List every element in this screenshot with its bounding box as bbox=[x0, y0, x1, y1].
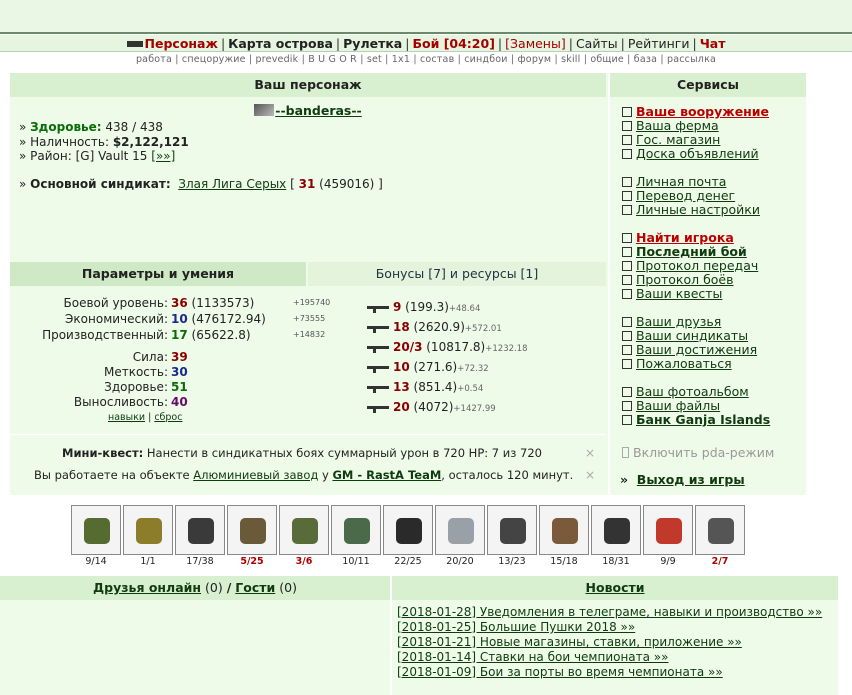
cash-value: $2,122,121 bbox=[112, 134, 189, 149]
weapon-icon bbox=[367, 363, 389, 372]
weapon-row bbox=[367, 377, 597, 397]
equipment-image[interactable] bbox=[175, 505, 225, 555]
nav-item[interactable]: Персонаж bbox=[144, 36, 218, 51]
work-status bbox=[10, 464, 606, 486]
subnav-item[interactable]: общие bbox=[590, 54, 624, 65]
services-list bbox=[622, 105, 806, 427]
subnav-separator: | bbox=[623, 54, 634, 65]
nav-item[interactable]: Карта острова bbox=[228, 36, 333, 51]
skill-row bbox=[10, 380, 340, 395]
subnav-item[interactable]: skill bbox=[561, 54, 581, 65]
nav-separator: | bbox=[692, 36, 697, 51]
skill-label: Сила: bbox=[132, 350, 168, 364]
equipment-slot[interactable] bbox=[227, 505, 277, 569]
service-label[interactable]: Пожаловаться bbox=[636, 356, 732, 371]
equipment-slot[interactable] bbox=[71, 505, 121, 569]
subnav-item[interactable]: база bbox=[633, 54, 658, 65]
equipment-durability: 1/1 bbox=[140, 556, 156, 567]
work-suffix: , осталось 120 минут. bbox=[441, 468, 574, 482]
skill-label: Здоровье: bbox=[104, 380, 168, 394]
equipment-image[interactable] bbox=[279, 505, 329, 555]
news-item[interactable]: [2018-01-14] Ставки на бои чемпионата »» bbox=[397, 650, 669, 664]
weapon-exp: (199.3) bbox=[401, 300, 449, 314]
skill-label: Меткость: bbox=[103, 365, 168, 379]
exit-arrow: » bbox=[620, 472, 629, 487]
service-label[interactable]: Ваши файлы bbox=[636, 398, 721, 413]
friends-sep: / bbox=[226, 580, 232, 595]
quest-icon bbox=[622, 289, 632, 299]
equipment-durability: 18/31 bbox=[602, 556, 630, 567]
subnav-item[interactable]: работа bbox=[135, 54, 173, 65]
work-mid: у bbox=[321, 468, 329, 482]
service-item[interactable] bbox=[622, 343, 806, 357]
pda-toggle[interactable] bbox=[622, 445, 806, 460]
shop-icon bbox=[622, 135, 632, 145]
param-row bbox=[10, 311, 340, 327]
equipment-durability: 9/14 bbox=[85, 556, 107, 567]
battle-log-icon bbox=[622, 275, 632, 285]
param-level: 36 bbox=[171, 296, 188, 310]
mask-icon bbox=[604, 518, 630, 544]
param-value bbox=[171, 327, 251, 343]
character-panel bbox=[10, 73, 606, 495]
transfer-log-icon bbox=[622, 261, 632, 271]
services-gap bbox=[622, 301, 806, 315]
character-stats: » Здоровье: 438 / 438 » Наличность: $2,122,121 » Район: [G] Vault 15 [»»] » Основной синдикат: Злая Лига Серых [ 31 (459016) ] bbox=[19, 120, 383, 191]
skill-links-sep: | bbox=[148, 412, 152, 423]
service-item[interactable] bbox=[622, 105, 806, 119]
equipment-image[interactable] bbox=[539, 505, 589, 555]
subnav-separator: | bbox=[298, 54, 309, 65]
bank-icon bbox=[622, 415, 632, 425]
subnav-item[interactable]: форум bbox=[517, 54, 552, 65]
param-level: 10 bbox=[171, 312, 188, 326]
friends-list bbox=[0, 600, 390, 695]
service-item[interactable] bbox=[622, 315, 806, 329]
weapon-exp: (851.4) bbox=[409, 380, 458, 394]
service-label[interactable]: Ваши друзья bbox=[636, 314, 722, 329]
friends-count: (0) bbox=[205, 580, 223, 595]
equipment-slot[interactable] bbox=[487, 505, 537, 569]
subnav-separator: | bbox=[551, 54, 562, 65]
news-header[interactable] bbox=[392, 576, 838, 600]
main-nav bbox=[0, 35, 852, 52]
equipment-image[interactable] bbox=[227, 505, 277, 555]
boots-icon bbox=[396, 518, 422, 544]
equipment-image[interactable] bbox=[643, 505, 693, 555]
skill-links bbox=[108, 412, 182, 423]
services-gap bbox=[622, 371, 806, 385]
equipment-image[interactable] bbox=[123, 505, 173, 555]
equipment-image[interactable] bbox=[591, 505, 641, 555]
equipment-durability: 5/25 bbox=[240, 556, 264, 567]
subnav-item[interactable]: 1x1 bbox=[391, 54, 411, 65]
weapon-exp: (10817.8) bbox=[422, 340, 486, 354]
syndicate-icon bbox=[622, 331, 632, 341]
service-label[interactable]: Ваши квесты bbox=[636, 286, 723, 301]
equipment-image[interactable] bbox=[695, 505, 745, 555]
subnav-separator: | bbox=[356, 54, 367, 65]
divider bbox=[10, 434, 606, 435]
watch-icon bbox=[552, 518, 578, 544]
equipment-slot[interactable] bbox=[279, 505, 329, 569]
knife-icon bbox=[708, 518, 734, 544]
service-label[interactable]: Протокол боёв bbox=[636, 272, 734, 287]
weapon-exp: (4072) bbox=[409, 400, 454, 414]
equipment-slot[interactable] bbox=[591, 505, 641, 569]
weapon-icon bbox=[367, 303, 389, 312]
weapon-icon bbox=[367, 383, 389, 392]
news-list bbox=[392, 600, 838, 695]
weapon-icon bbox=[367, 323, 389, 332]
service-label[interactable]: Найти игрока bbox=[636, 230, 734, 245]
param-exp: (476172.94) bbox=[187, 312, 266, 326]
param-label: Экономический: bbox=[65, 312, 168, 326]
quest-panel bbox=[10, 442, 606, 486]
vest-icon bbox=[292, 518, 318, 544]
weapon-skills bbox=[367, 297, 597, 417]
param-label: Боевой уровень: bbox=[63, 296, 168, 310]
tabs bbox=[10, 262, 606, 286]
mini-quest-text: Нанести в синдикатных боях суммарный урон в 720 HP: 7 из 720 bbox=[146, 446, 542, 460]
subnav-separator: | bbox=[657, 54, 667, 65]
equipment-slot[interactable] bbox=[643, 505, 693, 569]
skill-row bbox=[10, 350, 340, 365]
friends-online-link[interactable]: Друзья онлайн bbox=[93, 580, 202, 595]
service-item[interactable] bbox=[622, 329, 806, 343]
skills-link[interactable]: навыки bbox=[108, 412, 146, 423]
param-exp: (1133573) bbox=[187, 296, 255, 310]
subnav-item[interactable]: set bbox=[366, 54, 382, 65]
character-name[interactable]: --banderas-- bbox=[10, 103, 606, 118]
weapon-row bbox=[367, 317, 597, 337]
avatar-icon bbox=[254, 104, 274, 116]
nav-separator: | bbox=[620, 36, 625, 51]
achievement-icon bbox=[622, 345, 632, 355]
health-label: Здоровье: bbox=[30, 120, 102, 134]
weapon-row bbox=[367, 337, 597, 357]
param-exp: (65622.8) bbox=[187, 328, 251, 342]
subnav-separator: | bbox=[454, 54, 465, 65]
laptop-icon bbox=[500, 518, 526, 544]
files-icon bbox=[622, 401, 632, 411]
pistol-icon bbox=[622, 107, 632, 117]
weapon-icon bbox=[367, 343, 389, 352]
service-label[interactable]: Ваша ферма bbox=[636, 118, 719, 133]
service-item[interactable] bbox=[622, 133, 806, 147]
service-label[interactable]: Ваши синдикаты bbox=[636, 328, 749, 343]
subnav-item[interactable]: состав bbox=[419, 54, 455, 65]
param-value bbox=[171, 295, 254, 311]
weapon-icon bbox=[367, 403, 389, 412]
service-item[interactable] bbox=[622, 273, 806, 287]
battle-icon bbox=[622, 247, 632, 257]
cash-label: Наличность: bbox=[30, 134, 109, 149]
equipment-durability: 10/11 bbox=[342, 556, 370, 567]
weapon-level: 13 bbox=[393, 380, 410, 394]
services-gap bbox=[622, 217, 806, 231]
subnav-item[interactable]: рассылка bbox=[667, 54, 717, 65]
param-increment: +14832 bbox=[293, 330, 326, 339]
equipment-slot[interactable] bbox=[331, 505, 381, 569]
equipment-image[interactable] bbox=[331, 505, 381, 555]
equipment-bar bbox=[71, 505, 771, 569]
param-label: Производственный: bbox=[42, 328, 168, 342]
rocket-launcher-icon bbox=[84, 518, 110, 544]
service-label[interactable]: Перевод денег bbox=[636, 188, 736, 203]
equipment-durability: 3/6 bbox=[295, 556, 313, 567]
skill-value: 30 bbox=[171, 365, 188, 379]
weapon-row bbox=[367, 357, 597, 377]
equipment-durability: 9/9 bbox=[660, 556, 676, 567]
param-row bbox=[10, 327, 340, 343]
camo-suit-icon bbox=[344, 518, 370, 544]
skill-row bbox=[10, 365, 340, 380]
main-panel bbox=[10, 73, 806, 495]
services-header: Сервисы bbox=[610, 73, 806, 97]
subnav-separator: | bbox=[507, 54, 518, 65]
district-label: Район: bbox=[30, 149, 72, 163]
weapon-level: 18 bbox=[393, 320, 410, 334]
equipment-durability: 2/7 bbox=[711, 556, 729, 567]
district-value: [G] Vault 15 bbox=[75, 149, 148, 163]
work-place-link[interactable]: Алюминиевый завод bbox=[193, 468, 319, 482]
star-medal-icon bbox=[656, 518, 682, 544]
weapon-level: 9 bbox=[393, 300, 402, 314]
syndicate-link[interactable]: Злая Лига Серых bbox=[178, 176, 287, 191]
param-level: 17 bbox=[171, 328, 188, 342]
complaint-icon bbox=[622, 359, 632, 369]
news-item[interactable]: [2018-01-09] Бои за порты во время чемпионата »» bbox=[397, 665, 723, 679]
scope-icon bbox=[188, 518, 214, 544]
tab-params[interactable]: Параметры и умения bbox=[10, 262, 306, 286]
skill-row bbox=[10, 395, 340, 410]
service-item[interactable] bbox=[622, 287, 806, 301]
phone-icon bbox=[622, 447, 629, 458]
service-label[interactable]: Доска объявлений bbox=[636, 146, 759, 161]
pda-label: Включить pda-режим bbox=[633, 445, 775, 460]
search-icon bbox=[622, 233, 632, 243]
friends-header bbox=[0, 576, 390, 600]
equipment-durability: 20/20 bbox=[446, 556, 474, 567]
settings-icon bbox=[622, 205, 632, 215]
param-value bbox=[171, 311, 266, 327]
guests-count: (0) bbox=[279, 580, 297, 595]
service-item[interactable] bbox=[622, 413, 806, 427]
health-value: 438 / 438 bbox=[105, 120, 163, 134]
subnav-separator: | bbox=[410, 54, 420, 65]
subnav-item[interactable]: синдбои bbox=[464, 54, 508, 65]
work-prefix: Вы работаете на объекте bbox=[34, 468, 190, 482]
subnav-item[interactable]: prevedik bbox=[255, 54, 299, 65]
exit-label[interactable]: Выход из игры bbox=[636, 472, 745, 487]
gun-icon bbox=[127, 41, 143, 47]
weapon-increment: +0.54 bbox=[457, 384, 484, 394]
top-banner bbox=[0, 0, 852, 34]
subnav-separator: | bbox=[172, 54, 182, 65]
weapon-increment: +48.64 bbox=[448, 304, 481, 314]
mini-quest-label: Мини-квест: bbox=[62, 446, 144, 460]
nav-item[interactable]: Рулетка bbox=[343, 36, 403, 51]
syndicate-label: Основной синдикат: bbox=[30, 176, 171, 191]
weapon-increment: +572.01 bbox=[464, 324, 502, 334]
service-label[interactable]: Ваш фотоальбом bbox=[636, 384, 749, 399]
subnav-item[interactable]: спецоружие bbox=[181, 54, 246, 65]
weapon-increment: +1232.18 bbox=[485, 344, 528, 354]
param-increment: +195740 bbox=[293, 298, 331, 307]
mail-icon bbox=[622, 177, 632, 187]
param-row bbox=[10, 295, 340, 311]
nav-separator: | bbox=[497, 36, 503, 51]
sub-nav bbox=[0, 53, 852, 67]
weapon-row bbox=[367, 297, 597, 317]
service-item[interactable] bbox=[622, 147, 806, 161]
service-label[interactable]: Ваши достижения bbox=[636, 342, 758, 357]
service-item[interactable] bbox=[622, 119, 806, 133]
nav-item[interactable]: Рейтинги bbox=[627, 36, 690, 51]
exit-link[interactable] bbox=[620, 472, 806, 487]
car-icon bbox=[448, 518, 474, 544]
friends-icon bbox=[622, 317, 632, 327]
nav-item[interactable]: Бой [04:20] bbox=[412, 36, 495, 51]
syndicate-level: 31 bbox=[298, 176, 316, 191]
service-label[interactable]: Банк Ganja Islands bbox=[636, 412, 771, 427]
equipment-durability: 13/23 bbox=[498, 556, 526, 567]
nav-separator: | bbox=[405, 36, 410, 51]
subnav-item[interactable]: B U G O R bbox=[308, 54, 357, 65]
equipment-durability: 17/38 bbox=[186, 556, 214, 567]
skill-value: 51 bbox=[171, 380, 188, 394]
work-owner-link[interactable]: GM - RastA TeaM bbox=[332, 468, 442, 482]
equipment-image[interactable] bbox=[487, 505, 537, 555]
service-label[interactable]: Гос. магазин bbox=[636, 132, 721, 147]
subnav-separator: | bbox=[245, 54, 256, 65]
nav-item[interactable]: [Замены] bbox=[505, 36, 566, 51]
subnav-separator: | bbox=[381, 54, 392, 65]
service-label[interactable]: Личная почта bbox=[636, 174, 727, 189]
skill-value: 39 bbox=[171, 350, 188, 364]
photo-icon bbox=[622, 387, 632, 397]
param-increment: +73555 bbox=[293, 314, 326, 323]
weapon-level: 20 bbox=[393, 400, 410, 414]
service-label[interactable]: Личные настройки bbox=[636, 202, 760, 217]
helmet-icon bbox=[240, 518, 266, 544]
params-list bbox=[10, 295, 340, 343]
syndicate-bracket: [ bbox=[290, 176, 295, 191]
guests-link[interactable]: Гости bbox=[235, 580, 276, 595]
nav-separator: | bbox=[220, 36, 226, 51]
service-item[interactable] bbox=[622, 203, 806, 217]
equipment-image[interactable] bbox=[71, 505, 121, 555]
service-item[interactable] bbox=[622, 175, 806, 189]
skill-value: 40 bbox=[171, 395, 188, 409]
service-item[interactable] bbox=[622, 399, 806, 413]
news-item[interactable]: [2018-01-28] Уведомления в телеграме, навыки и производство »» bbox=[397, 605, 823, 619]
district-link[interactable]: [»»] bbox=[151, 149, 176, 163]
service-label[interactable]: Ваше вооружение bbox=[636, 104, 770, 119]
news-header-link[interactable]: Новости bbox=[585, 580, 645, 595]
equipment-slot[interactable] bbox=[175, 505, 225, 569]
service-label[interactable]: Протокол передач bbox=[636, 258, 759, 273]
equipment-image[interactable] bbox=[435, 505, 485, 555]
nav-item[interactable]: Сайты bbox=[575, 36, 618, 51]
news-item[interactable]: [2018-01-21] Новые магазины, ставки, приложение »» bbox=[397, 635, 742, 649]
equipment-durability: 22/25 bbox=[394, 556, 422, 567]
weapon-increment: +72.32 bbox=[457, 364, 489, 374]
weapon-level: 10 bbox=[393, 360, 410, 374]
skill-label: Выносливость: bbox=[73, 395, 168, 409]
board-icon bbox=[622, 149, 632, 159]
skills-list bbox=[10, 350, 340, 410]
equipment-slot[interactable] bbox=[539, 505, 589, 569]
subnav-separator: | bbox=[580, 54, 591, 65]
equipment-durability: 15/18 bbox=[550, 556, 578, 567]
character-header: Ваш персонаж bbox=[10, 73, 606, 97]
service-item[interactable] bbox=[622, 231, 806, 245]
service-item[interactable] bbox=[622, 385, 806, 399]
grenade-icon bbox=[136, 518, 162, 544]
weapon-exp: (271.6) bbox=[409, 360, 458, 374]
services-gap bbox=[622, 161, 806, 175]
service-item[interactable] bbox=[622, 259, 806, 273]
weapon-level: 20/3 bbox=[393, 340, 423, 354]
reset-link[interactable]: сброс bbox=[154, 412, 183, 423]
news-item[interactable]: [2018-01-25] Большие Пушки 2018 »» bbox=[397, 620, 636, 634]
equipment-slot[interactable] bbox=[435, 505, 485, 569]
close-icon[interactable]: × bbox=[584, 446, 595, 460]
nav-item[interactable]: Чат bbox=[699, 36, 726, 51]
equipment-image[interactable] bbox=[383, 505, 433, 555]
close-icon[interactable]: × bbox=[584, 468, 595, 482]
equipment-slot[interactable] bbox=[383, 505, 433, 569]
equipment-slot[interactable] bbox=[123, 505, 173, 569]
weapon-exp: (2620.9) bbox=[409, 320, 465, 334]
service-item[interactable] bbox=[622, 245, 806, 259]
services-panel bbox=[608, 73, 806, 495]
syndicate-points: (459016) ] bbox=[319, 176, 383, 191]
service-item[interactable] bbox=[622, 357, 806, 371]
money-icon bbox=[622, 191, 632, 201]
service-label[interactable]: Последний бой bbox=[636, 244, 747, 259]
nav-separator: | bbox=[568, 36, 573, 51]
equipment-slot[interactable] bbox=[695, 505, 745, 569]
mini-quest bbox=[10, 442, 606, 464]
nav-separator: | bbox=[335, 36, 341, 51]
weapon-increment: +1427.99 bbox=[453, 404, 496, 414]
weapon-row bbox=[367, 397, 597, 417]
service-item[interactable] bbox=[622, 189, 806, 203]
farm-icon bbox=[622, 121, 632, 131]
tab-bonuses[interactable]: Бонусы [7] и ресурсы [1] bbox=[308, 262, 606, 286]
